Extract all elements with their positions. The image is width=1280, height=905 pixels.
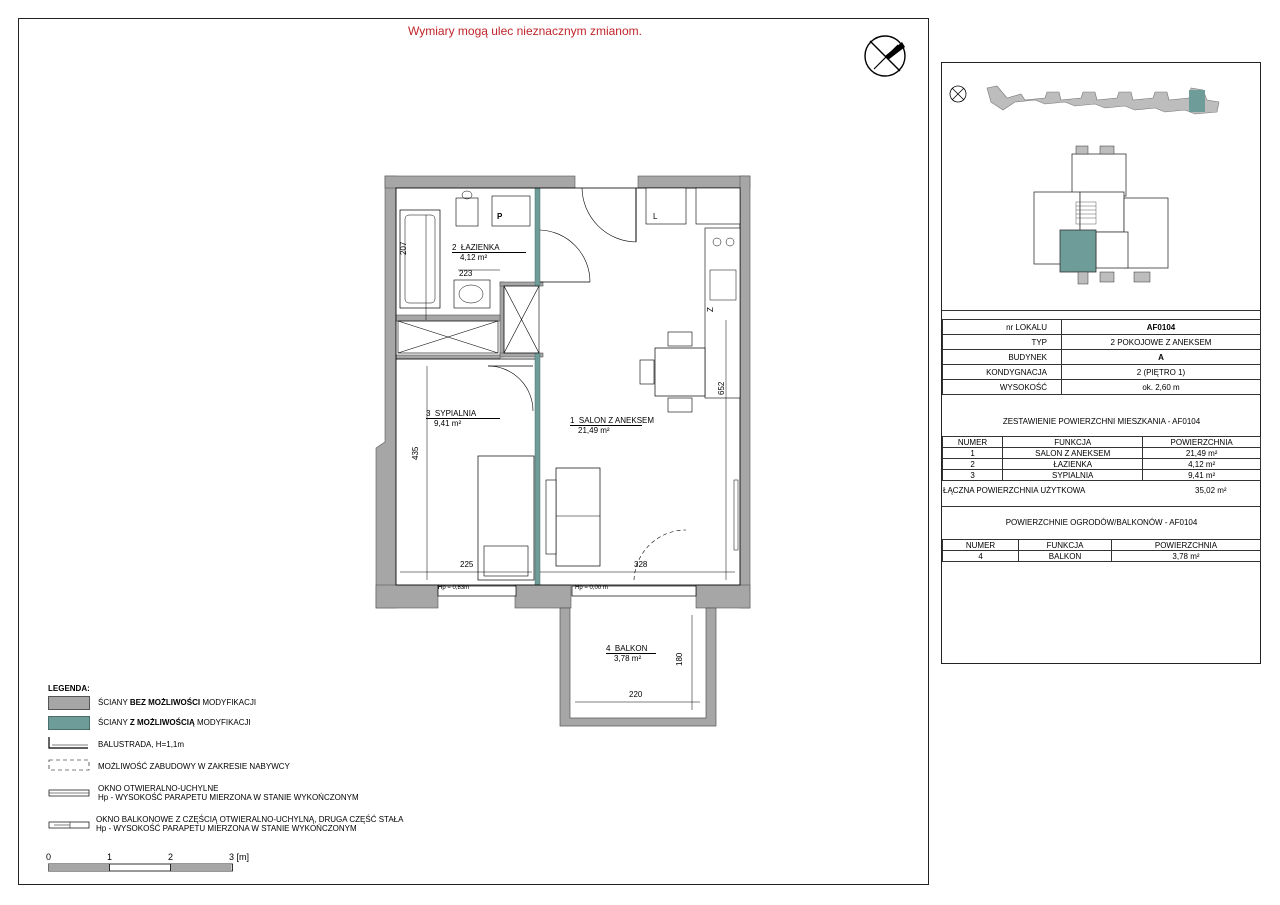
areas-table (942, 436, 1261, 481)
mini-north-arrow-icon (948, 84, 968, 104)
dim-435: 435 (411, 446, 420, 460)
info-row (943, 380, 1261, 395)
info-label: KONDYGNACJA (943, 365, 1062, 380)
col-header: NUMER (943, 540, 1019, 551)
scale-bar (48, 863, 234, 873)
info-label: nr LOKALU (943, 320, 1062, 335)
total-area-value: 35,02 m² (1195, 486, 1227, 495)
legend-mod-wall: ŚCIANY Z MOŻLIWOŚCIĄ MODYFIKACJI (98, 718, 251, 727)
dim-328: 328 (634, 560, 648, 569)
legend-balustrade: BALUSTRADA, H=1,1m (98, 740, 185, 749)
info-label: WYSOKOŚĆ (943, 380, 1062, 395)
info-row (943, 350, 1261, 365)
north-arrow-icon (862, 33, 908, 79)
areas-divider (942, 506, 1261, 507)
legend-balcony-window: OKNO BALKONOWE Z CZĘŚCIĄ OTWIERALNO-UCHYLNĄ, DRUGA CZĘŚĆ STAŁA Hp - WYSOKOŚĆ PARAPETU MIERZONA W STANIE WYKOŃCZONYM (96, 815, 404, 833)
dim-652: 652 (717, 381, 726, 395)
balcony-window-icon (48, 818, 90, 832)
table-row (943, 470, 1261, 481)
modifiable-walls (535, 188, 540, 585)
dim-207: 207 (399, 241, 408, 255)
col-header: FUNKCJA (1003, 437, 1143, 448)
info-divider (942, 310, 1261, 311)
balustrade-icon (48, 736, 90, 750)
col-header: POWIERZCHNIA (1111, 540, 1260, 551)
cell: 3,78 m² (1111, 551, 1260, 562)
balcony-title: POWIERZCHNIE OGRODÓW/BALKONÓW - AF0104 (1005, 518, 1198, 527)
cell: SYPIALNIA (1003, 470, 1143, 481)
cell: 4 (943, 551, 1019, 562)
cell: 4,12 m² (1143, 459, 1261, 470)
cell: ŁAZIENKA (1003, 459, 1143, 470)
legend-window: OKNO OTWIERALNO-UCHYLNE Hp - WYSOKOŚĆ PARAPETU MIERZONA W STANIE WYKOŃCZONYM (98, 784, 359, 802)
col-header: FUNKCJA (1019, 540, 1112, 551)
table-row (943, 459, 1261, 470)
info-value: AF0104 (1062, 320, 1261, 335)
room-balcony: 4 BALKON 3,78 m² (606, 644, 656, 663)
room-bedroom: 3 SYPIALNIA 9,41 m² (426, 409, 500, 428)
cell: 9,41 m² (1143, 470, 1261, 481)
col-header: NUMER (943, 437, 1003, 448)
window-icon (48, 786, 90, 800)
legend-mod-wall-swatch (48, 716, 90, 730)
info-label: BUDYNEK (943, 350, 1062, 365)
info-label: TYP (943, 335, 1062, 350)
room-living-kitchen: 1 SALON Z ANEKSEM 21,49 m² (570, 416, 655, 435)
info-value: ok. 2,60 m (1062, 380, 1261, 395)
cell: BALKON (1019, 551, 1112, 562)
info-row (943, 365, 1261, 380)
total-area-label: ŁĄCZNA POWIERZCHNIA UŻYTKOWA (943, 486, 1086, 495)
dim-220: 220 (629, 690, 643, 699)
cell: 3 (943, 470, 1003, 481)
built-in-area-icon (48, 758, 90, 772)
dim-223: 223 (459, 269, 473, 278)
cell: SALON Z ANEKSEM (1003, 448, 1143, 459)
areas-header-row (943, 437, 1261, 448)
key-plan (1030, 140, 1180, 288)
cell: 2 (943, 459, 1003, 470)
legend-title: LEGENDA: (48, 684, 90, 693)
fixture-z: Z (706, 307, 715, 312)
scale-1: 1 (107, 852, 113, 862)
legend-fixed-wall-swatch (48, 696, 90, 710)
cell: 21,49 m² (1143, 448, 1261, 459)
fixture-l: L (653, 212, 658, 221)
unit-info-table (942, 319, 1261, 395)
legend-built-in: MOŻLIWOŚĆ ZABUDOWY W ZAKRESIE NABYWCY (98, 762, 290, 771)
floor-plan (370, 170, 760, 730)
legend-fixed-wall: ŚCIANY BEZ MOŻLIWOŚCI MODYFIKACJI (98, 698, 257, 707)
scale-0: 0 (46, 852, 52, 862)
info-value: A (1062, 350, 1261, 365)
scale-3: 3 [m] (229, 852, 250, 862)
info-value: 2 (PIĘTRO 1) (1062, 365, 1261, 380)
fixture-p: P (497, 212, 503, 221)
balcony-header-row (943, 540, 1261, 551)
window-balcony-hp: Hp = 0,00 m (575, 585, 608, 591)
site-plan (985, 82, 1225, 120)
window-left-hp: Hp = 0,83m (438, 585, 470, 591)
info-row (943, 320, 1261, 335)
cell: 1 (943, 448, 1003, 459)
balcony-table (942, 539, 1261, 562)
table-row (943, 448, 1261, 459)
dim-225: 225 (460, 560, 474, 569)
dimensions-notice: Wymiary mogą ulec nieznacznym zmianom. (408, 24, 642, 38)
room-bathroom: 2 ŁAZIENKA 4,12 m² (452, 243, 526, 262)
dim-180: 180 (675, 652, 684, 666)
col-header: POWIERZCHNIA (1143, 437, 1261, 448)
table-row (943, 551, 1261, 562)
scale-2: 2 (168, 852, 174, 862)
areas-title: ZESTAWIENIE POWIERZCHNI MIESZKANIA - AF0104 (1002, 417, 1201, 426)
info-value: 2 POKOJOWE Z ANEKSEM (1062, 335, 1261, 350)
info-row (943, 335, 1261, 350)
